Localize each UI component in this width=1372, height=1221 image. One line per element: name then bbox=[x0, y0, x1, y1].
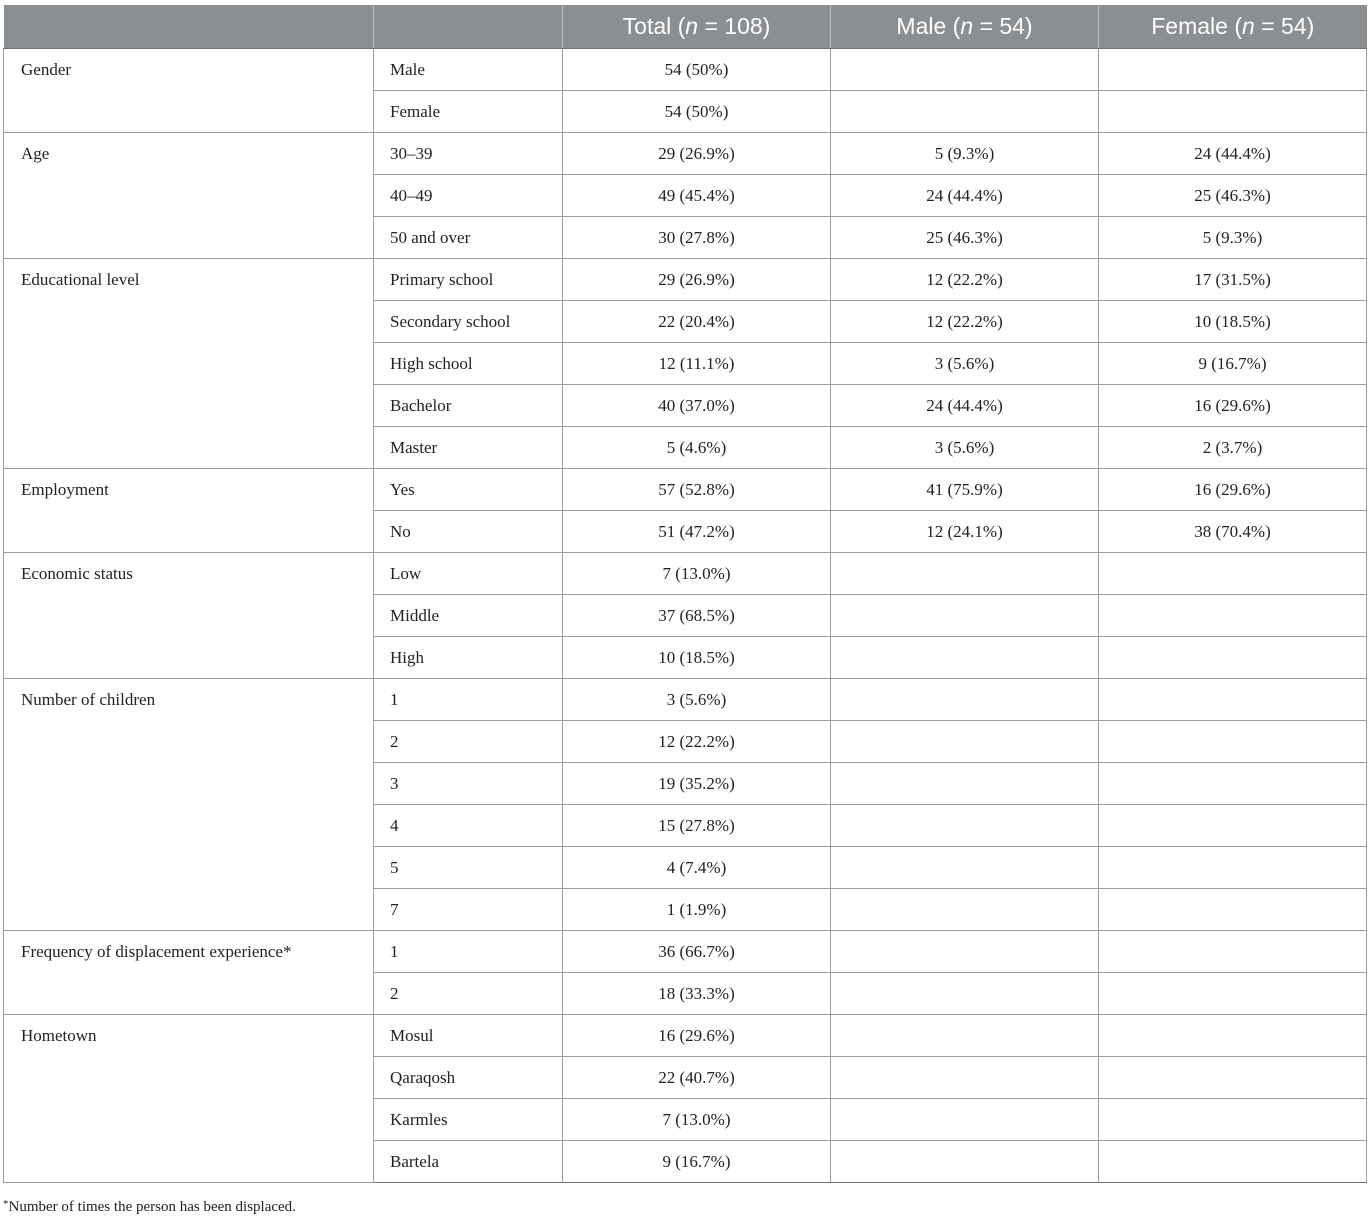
subcategory-cell: Qaraqosh bbox=[374, 1057, 563, 1099]
header-male-pre: Male ( bbox=[896, 13, 961, 39]
subcategory-cell: 40–49 bbox=[374, 175, 563, 217]
total-cell: 19 (35.2%) bbox=[563, 763, 831, 805]
subcategory-cell: Male bbox=[374, 49, 563, 91]
female-cell: 25 (46.3%) bbox=[1099, 175, 1367, 217]
subcategory-cell: 50 and over bbox=[374, 217, 563, 259]
table-row bbox=[4, 931, 1367, 973]
male-cell bbox=[831, 931, 1099, 973]
header-female bbox=[1099, 5, 1367, 49]
subcategory-cell: 2 bbox=[374, 721, 563, 763]
header-total-n: n bbox=[685, 13, 699, 39]
female-cell: 16 (29.6%) bbox=[1099, 469, 1367, 511]
female-cell bbox=[1099, 763, 1367, 805]
total-cell: 54 (50%) bbox=[563, 49, 831, 91]
total-cell: 10 (18.5%) bbox=[563, 637, 831, 679]
category-cell: Frequency of displacement experience* bbox=[4, 931, 374, 1015]
male-cell: 3 (5.6%) bbox=[831, 427, 1099, 469]
subcategory-cell: Karmles bbox=[374, 1099, 563, 1141]
male-cell bbox=[831, 721, 1099, 763]
female-cell: 38 (70.4%) bbox=[1099, 511, 1367, 553]
female-cell bbox=[1099, 805, 1367, 847]
total-cell: 29 (26.9%) bbox=[563, 133, 831, 175]
total-cell: 22 (20.4%) bbox=[563, 301, 831, 343]
subcategory-cell: Secondary school bbox=[374, 301, 563, 343]
header-female-n: n bbox=[1241, 13, 1255, 39]
female-cell: 17 (31.5%) bbox=[1099, 259, 1367, 301]
header-total-pre: Total ( bbox=[622, 13, 686, 39]
header-female-pre: Female ( bbox=[1151, 13, 1242, 39]
subcategory-cell: Female bbox=[374, 91, 563, 133]
male-cell: 3 (5.6%) bbox=[831, 343, 1099, 385]
category-cell: Hometown bbox=[4, 1015, 374, 1183]
female-cell bbox=[1099, 1057, 1367, 1099]
female-cell bbox=[1099, 49, 1367, 91]
female-cell: 9 (16.7%) bbox=[1099, 343, 1367, 385]
male-cell bbox=[831, 553, 1099, 595]
male-cell bbox=[831, 1099, 1099, 1141]
total-cell: 36 (66.7%) bbox=[563, 931, 831, 973]
category-cell: Gender bbox=[4, 49, 374, 133]
demographics-table bbox=[3, 5, 1367, 1183]
male-cell: 12 (24.1%) bbox=[831, 511, 1099, 553]
male-cell: 41 (75.9%) bbox=[831, 469, 1099, 511]
header-total-post: = 108) bbox=[698, 13, 771, 39]
male-cell bbox=[831, 637, 1099, 679]
total-cell: 7 (13.0%) bbox=[563, 553, 831, 595]
table-row bbox=[4, 1015, 1367, 1057]
subcategory-cell: 1 bbox=[374, 679, 563, 721]
category-cell: Economic status bbox=[4, 553, 374, 679]
subcategory-cell: Master bbox=[374, 427, 563, 469]
table-row bbox=[4, 679, 1367, 721]
total-cell: 5 (4.6%) bbox=[563, 427, 831, 469]
total-cell: 30 (27.8%) bbox=[563, 217, 831, 259]
male-cell: 25 (46.3%) bbox=[831, 217, 1099, 259]
total-cell: 51 (47.2%) bbox=[563, 511, 831, 553]
category-cell: Number of children bbox=[4, 679, 374, 931]
header-total bbox=[563, 5, 831, 49]
subcategory-cell: 4 bbox=[374, 805, 563, 847]
subcategory-cell: High school bbox=[374, 343, 563, 385]
category-cell: Employment bbox=[4, 469, 374, 553]
total-cell: 3 (5.6%) bbox=[563, 679, 831, 721]
table-body bbox=[4, 49, 1367, 1183]
subcategory-cell: 7 bbox=[374, 889, 563, 931]
subcategory-cell: 1 bbox=[374, 931, 563, 973]
male-cell bbox=[831, 49, 1099, 91]
male-cell bbox=[831, 679, 1099, 721]
total-cell: 12 (11.1%) bbox=[563, 343, 831, 385]
female-cell bbox=[1099, 595, 1367, 637]
table-row bbox=[4, 553, 1367, 595]
header-female-post: = 54) bbox=[1254, 13, 1315, 39]
total-cell: 9 (16.7%) bbox=[563, 1141, 831, 1183]
footnote-mark: * bbox=[3, 1198, 9, 1210]
subcategory-cell: Primary school bbox=[374, 259, 563, 301]
male-cell bbox=[831, 1141, 1099, 1183]
subcategory-cell: Low bbox=[374, 553, 563, 595]
total-cell: 18 (33.3%) bbox=[563, 973, 831, 1015]
male-cell: 5 (9.3%) bbox=[831, 133, 1099, 175]
total-cell: 54 (50%) bbox=[563, 91, 831, 133]
male-cell bbox=[831, 595, 1099, 637]
subcategory-cell: Yes bbox=[374, 469, 563, 511]
total-cell: 29 (26.9%) bbox=[563, 259, 831, 301]
male-cell: 24 (44.4%) bbox=[831, 385, 1099, 427]
female-cell bbox=[1099, 1141, 1367, 1183]
subcategory-cell: High bbox=[374, 637, 563, 679]
header-male-n: n bbox=[960, 13, 974, 39]
header-male-post: = 54) bbox=[973, 13, 1033, 39]
subcategory-cell: Middle bbox=[374, 595, 563, 637]
total-cell: 22 (40.7%) bbox=[563, 1057, 831, 1099]
female-cell bbox=[1099, 553, 1367, 595]
female-cell bbox=[1099, 847, 1367, 889]
total-cell: 12 (22.2%) bbox=[563, 721, 831, 763]
female-cell bbox=[1099, 721, 1367, 763]
female-cell: 5 (9.3%) bbox=[1099, 217, 1367, 259]
female-cell: 24 (44.4%) bbox=[1099, 133, 1367, 175]
category-cell: Age bbox=[4, 133, 374, 259]
female-cell bbox=[1099, 973, 1367, 1015]
table-row bbox=[4, 133, 1367, 175]
table-footnote bbox=[3, 1198, 296, 1216]
demographics-table-container bbox=[3, 5, 1366, 1183]
subcategory-cell: 2 bbox=[374, 973, 563, 1015]
subcategory-cell: 5 bbox=[374, 847, 563, 889]
female-cell bbox=[1099, 931, 1367, 973]
male-cell bbox=[831, 91, 1099, 133]
female-cell: 2 (3.7%) bbox=[1099, 427, 1367, 469]
header-category bbox=[4, 5, 374, 49]
male-cell: 24 (44.4%) bbox=[831, 175, 1099, 217]
male-cell bbox=[831, 1015, 1099, 1057]
female-cell bbox=[1099, 1099, 1367, 1141]
male-cell bbox=[831, 973, 1099, 1015]
total-cell: 4 (7.4%) bbox=[563, 847, 831, 889]
table-header bbox=[4, 5, 1367, 49]
female-cell bbox=[1099, 679, 1367, 721]
male-cell bbox=[831, 889, 1099, 931]
table-row bbox=[4, 469, 1367, 511]
table-row bbox=[4, 259, 1367, 301]
male-cell: 12 (22.2%) bbox=[831, 301, 1099, 343]
female-cell bbox=[1099, 1015, 1367, 1057]
total-cell: 7 (13.0%) bbox=[563, 1099, 831, 1141]
total-cell: 15 (27.8%) bbox=[563, 805, 831, 847]
female-cell: 10 (18.5%) bbox=[1099, 301, 1367, 343]
subcategory-cell: No bbox=[374, 511, 563, 553]
category-cell: Educational level bbox=[4, 259, 374, 469]
header-male bbox=[831, 5, 1099, 49]
male-cell: 12 (22.2%) bbox=[831, 259, 1099, 301]
subcategory-cell: Bachelor bbox=[374, 385, 563, 427]
subcategory-cell: 30–39 bbox=[374, 133, 563, 175]
female-cell bbox=[1099, 637, 1367, 679]
footnote-text: Number of times the person has been displaced. bbox=[8, 1199, 296, 1215]
total-cell: 37 (68.5%) bbox=[563, 595, 831, 637]
male-cell bbox=[831, 1057, 1099, 1099]
female-cell bbox=[1099, 91, 1367, 133]
total-cell: 49 (45.4%) bbox=[563, 175, 831, 217]
male-cell bbox=[831, 847, 1099, 889]
male-cell bbox=[831, 763, 1099, 805]
table-row bbox=[4, 49, 1367, 91]
male-cell bbox=[831, 805, 1099, 847]
subcategory-cell: 3 bbox=[374, 763, 563, 805]
total-cell: 16 (29.6%) bbox=[563, 1015, 831, 1057]
subcategory-cell: Bartela bbox=[374, 1141, 563, 1183]
female-cell: 16 (29.6%) bbox=[1099, 385, 1367, 427]
total-cell: 57 (52.8%) bbox=[563, 469, 831, 511]
female-cell bbox=[1099, 889, 1367, 931]
header-subcategory bbox=[374, 5, 563, 49]
header-row bbox=[4, 5, 1367, 49]
subcategory-cell: Mosul bbox=[374, 1015, 563, 1057]
total-cell: 1 (1.9%) bbox=[563, 889, 831, 931]
total-cell: 40 (37.0%) bbox=[563, 385, 831, 427]
